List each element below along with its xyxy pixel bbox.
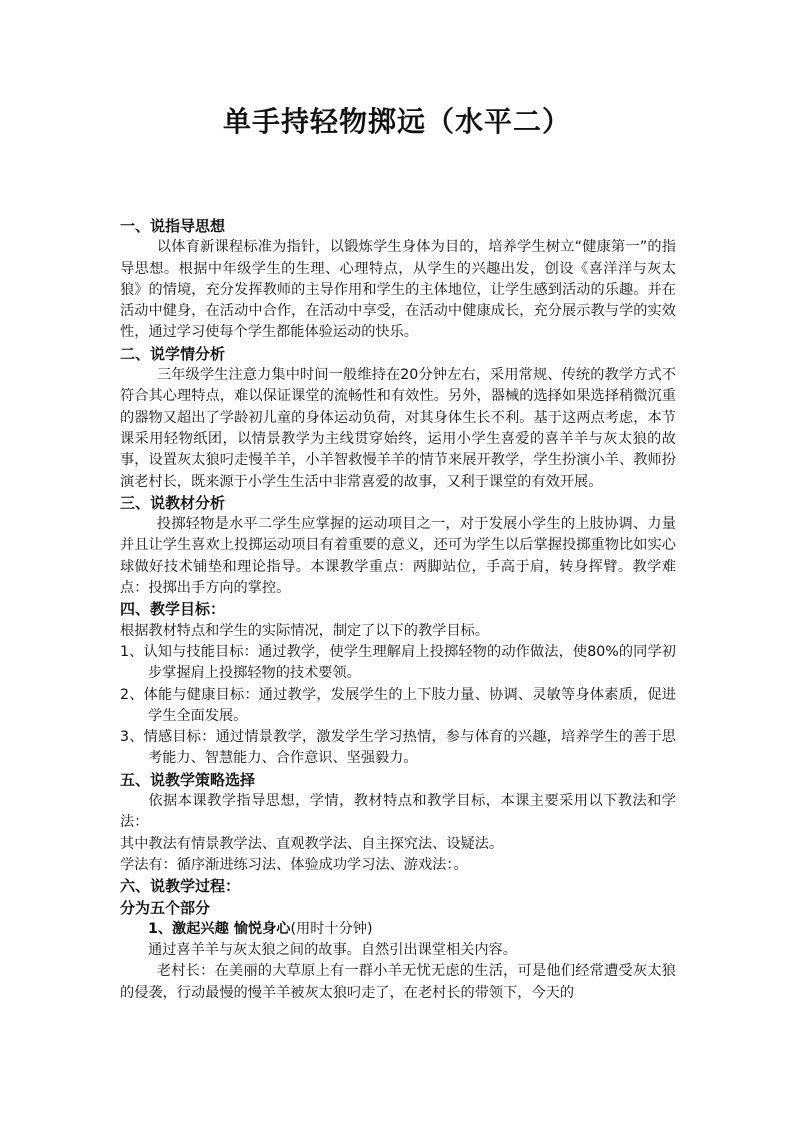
section-heading-student-analysis: 二、说学情分析 — [120, 344, 226, 363]
subheading-five-parts: 分为五个部分 — [120, 898, 211, 917]
section-heading-teaching-strategy: 五、说教学策略选择 — [120, 770, 256, 789]
list-item-goal: 3、情感目标：通过情景教学，激发学生学习热情，参与体育的兴趣，培养学生的善于思考能力、智慧能力、合作意识、坚强毅力。 — [120, 729, 676, 767]
paragraph-material-analysis: 投掷轻物是水平二学生应掌握的运动项目之一，对于发展小学生的上肢协调、力量并且让学生喜欢上投掷运动项目有着重要的意义，还可为学生以后掌握投掷重物比如实心球做好技术铺垫和理论指导。本课教学重点：两脚站位，手高于肩，转身挥臂。教学难点：投掷出手方向的掌控。 — [120, 516, 676, 597]
paragraph-learning-methods: 学法有：循序渐进练习法、体验成功学习法、游戏法：。 — [120, 856, 468, 873]
section-heading-material-analysis: 三、说教材分析 — [120, 493, 226, 512]
step-heading — [120, 919, 676, 940]
paragraph-story-intro: 通过喜羊羊与灰太狼之间的故事。自然引出课堂相关内容。 — [148, 942, 517, 959]
paragraph-student-analysis: 三年级学生注意力集中时间一般维持在20分钟左右，采用常规、传统的教学方式不符合其心理特点，难以保证课堂的流畅性和有效性。另外，器械的选择如果选择稍微沉重的器物又超出了学龄初儿童的身体运动负荷，对其身体生长不利。基于这两点考虑，本节课采用轻物纸团，以情景教学为主线贯穿始终，运用小学生喜爱的喜羊羊与灰太狼的故事，设置灰太狼叼走慢羊羊，小羊智救慢羊羊的情节来展开教学，学生扮演小羊、教师扮演老村长，既来源于小学生生活中非常喜爱的故事，又利于课堂的有效开展。 — [120, 367, 676, 490]
paragraph-goals-intro: 根据教材特点和学生的实际情况，制定了以下的教学目标。 — [120, 622, 489, 639]
list-item-goal: 1、认知与技能目标：通过教学，使学生理解肩上投掷轻物的动作做法，使80%的同学初步掌握肩上投掷轻物的技术要领。 — [120, 643, 676, 682]
paragraph-strategy: 依据本课教学指导思想，学情，教材特点和教学目标，本课主要采用以下教法和学法： — [120, 793, 676, 831]
paragraph-guiding-thought: 以体育新课程标准为指针，以锻炼学生身体为目的，培养学生树立“健康第一”的指导思想。根据中年级学生的生理、心理特点，从学生的兴趣出发，创设《喜洋洋与灰太狼》的情境，充分发挥教师的主导作用和学生的主体地位，让学生感到活动的乐趣。并在活动中健身，在活动中合作，在活动中享受，在活动中健康成长，充分展示教与学的实效性，通过学习使每个学生都能体验运动的快乐。 — [120, 239, 676, 341]
section-heading-teaching-goals: 四、教学目标： — [120, 600, 226, 619]
section-heading-guiding-thought: 一、说指导思想 — [120, 217, 226, 235]
paragraph-teaching-methods: 其中教法有情景教学法、直观教学法、自主探究法、设疑法。 — [120, 835, 504, 852]
step-duration: (用时十分钟) — [290, 920, 373, 937]
document-title: 单手持轻物掷远（水平二） — [222, 105, 571, 138]
section-heading-teaching-process: 六、说教学过程： — [120, 877, 241, 896]
document-body — [120, 216, 676, 1004]
step-title: 1、激起兴趣 愉悦身心 — [148, 920, 291, 937]
list-item-goal: 2、体能与健康目标：通过教学，发展学生的上下肢力量、协调、灵敏等身体素质，促进学生全面发展。 — [120, 686, 676, 724]
paragraph-village-chief: 老村长：在美丽的大草原上有一群小羊无忧无虑的生活，可是他们经常遭受灰太狼的侵袭，行动最慢的慢羊羊被灰太狼叼走了，在老村长的带领下，今天的 — [120, 963, 676, 1001]
